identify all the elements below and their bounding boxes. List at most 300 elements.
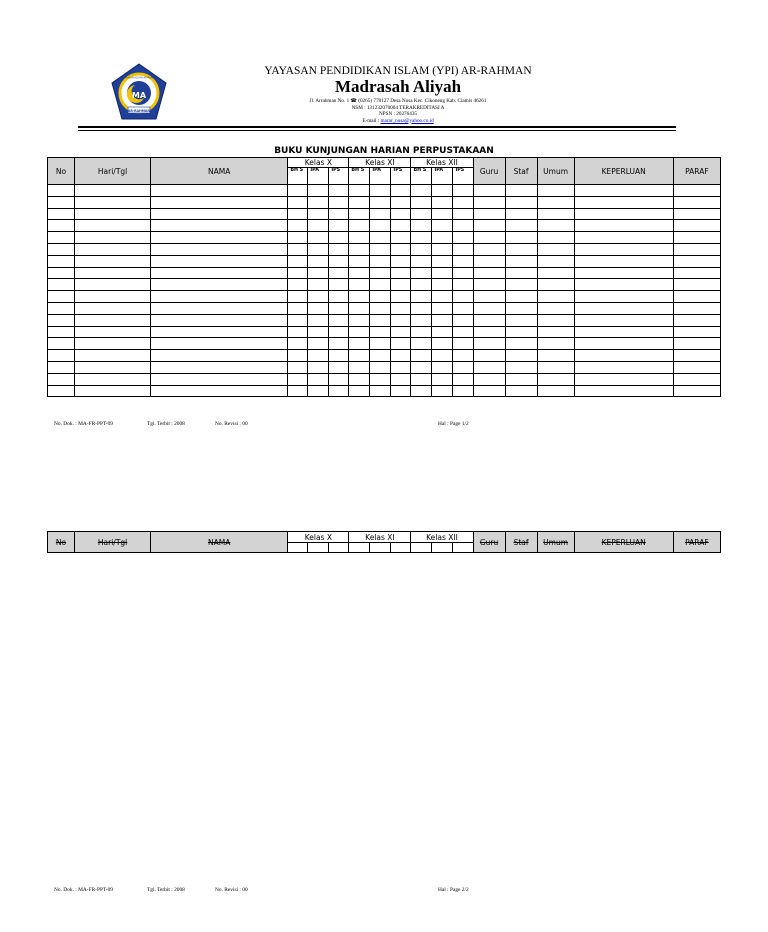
table-cell[interactable] bbox=[48, 267, 75, 279]
table-cell[interactable] bbox=[537, 385, 574, 397]
table-cell[interactable] bbox=[505, 196, 537, 208]
table-cell[interactable] bbox=[308, 243, 329, 255]
table-cell[interactable] bbox=[432, 196, 453, 208]
table-cell[interactable] bbox=[288, 208, 308, 220]
table-cell[interactable] bbox=[574, 185, 673, 197]
table-cell[interactable] bbox=[411, 302, 432, 314]
table-cell[interactable] bbox=[349, 326, 370, 338]
table-cell[interactable] bbox=[370, 291, 391, 303]
table-cell[interactable] bbox=[288, 279, 308, 291]
table-cell[interactable] bbox=[349, 291, 370, 303]
table-cell[interactable] bbox=[432, 279, 453, 291]
table-cell[interactable] bbox=[151, 185, 288, 197]
table-cell[interactable] bbox=[453, 220, 473, 232]
table-cell[interactable] bbox=[288, 232, 308, 244]
table-cell[interactable] bbox=[432, 220, 453, 232]
table-cell[interactable] bbox=[48, 373, 75, 385]
table-cell[interactable] bbox=[574, 373, 673, 385]
table-cell[interactable] bbox=[411, 326, 432, 338]
table-cell[interactable] bbox=[505, 279, 537, 291]
table-cell[interactable] bbox=[329, 302, 349, 314]
table-cell[interactable] bbox=[75, 338, 151, 350]
table-cell[interactable] bbox=[473, 338, 505, 350]
table-cell[interactable] bbox=[453, 302, 473, 314]
table-cell[interactable] bbox=[329, 196, 349, 208]
table-cell[interactable] bbox=[48, 243, 75, 255]
table-cell[interactable] bbox=[151, 232, 288, 244]
table-cell[interactable] bbox=[505, 302, 537, 314]
table-cell[interactable] bbox=[308, 338, 329, 350]
table-cell[interactable] bbox=[432, 232, 453, 244]
table-cell[interactable] bbox=[473, 196, 505, 208]
table-cell[interactable] bbox=[151, 326, 288, 338]
table-cell[interactable] bbox=[75, 208, 151, 220]
table-cell[interactable] bbox=[370, 302, 391, 314]
table-cell[interactable] bbox=[432, 314, 453, 326]
table-cell[interactable] bbox=[537, 314, 574, 326]
table-cell[interactable] bbox=[537, 255, 574, 267]
table-cell[interactable] bbox=[288, 361, 308, 373]
table-cell[interactable] bbox=[432, 255, 453, 267]
table-cell[interactable] bbox=[391, 279, 411, 291]
table-cell[interactable] bbox=[370, 350, 391, 362]
table-cell[interactable] bbox=[453, 196, 473, 208]
table-cell[interactable] bbox=[673, 196, 720, 208]
table-cell[interactable] bbox=[505, 255, 537, 267]
table-cell[interactable] bbox=[151, 302, 288, 314]
table-cell[interactable] bbox=[370, 220, 391, 232]
table-cell[interactable] bbox=[329, 208, 349, 220]
table-cell[interactable] bbox=[505, 208, 537, 220]
table-cell[interactable] bbox=[673, 350, 720, 362]
table-cell[interactable] bbox=[432, 267, 453, 279]
table-cell[interactable] bbox=[574, 232, 673, 244]
table-cell[interactable] bbox=[308, 385, 329, 397]
table-cell[interactable] bbox=[308, 196, 329, 208]
table-cell[interactable] bbox=[370, 373, 391, 385]
table-cell[interactable] bbox=[151, 255, 288, 267]
table-cell[interactable] bbox=[453, 255, 473, 267]
table-cell[interactable] bbox=[673, 232, 720, 244]
table-cell[interactable] bbox=[349, 302, 370, 314]
table-cell[interactable] bbox=[370, 326, 391, 338]
table-cell[interactable] bbox=[391, 361, 411, 373]
table-cell[interactable] bbox=[151, 350, 288, 362]
table-cell[interactable] bbox=[349, 373, 370, 385]
table-cell[interactable] bbox=[370, 279, 391, 291]
table-cell[interactable] bbox=[537, 220, 574, 232]
table-cell[interactable] bbox=[432, 385, 453, 397]
table-cell[interactable] bbox=[391, 326, 411, 338]
table-cell[interactable] bbox=[288, 302, 308, 314]
table-cell[interactable] bbox=[349, 267, 370, 279]
table-cell[interactable] bbox=[308, 373, 329, 385]
table-cell[interactable] bbox=[75, 350, 151, 362]
table-cell[interactable] bbox=[473, 232, 505, 244]
table-cell[interactable] bbox=[473, 255, 505, 267]
table-cell[interactable] bbox=[75, 220, 151, 232]
table-cell[interactable] bbox=[453, 208, 473, 220]
table-cell[interactable] bbox=[537, 208, 574, 220]
table-cell[interactable] bbox=[574, 220, 673, 232]
table-cell[interactable] bbox=[329, 267, 349, 279]
table-cell[interactable] bbox=[574, 291, 673, 303]
table-cell[interactable] bbox=[537, 196, 574, 208]
table-cell[interactable] bbox=[391, 208, 411, 220]
table-cell[interactable] bbox=[329, 338, 349, 350]
table-cell[interactable] bbox=[574, 361, 673, 373]
table-cell[interactable] bbox=[48, 279, 75, 291]
table-cell[interactable] bbox=[391, 302, 411, 314]
table-cell[interactable] bbox=[432, 326, 453, 338]
table-cell[interactable] bbox=[370, 385, 391, 397]
table-cell[interactable] bbox=[537, 338, 574, 350]
table-cell[interactable] bbox=[537, 232, 574, 244]
table-cell[interactable] bbox=[329, 373, 349, 385]
table-cell[interactable] bbox=[673, 385, 720, 397]
table-cell[interactable] bbox=[411, 220, 432, 232]
table-cell[interactable] bbox=[473, 267, 505, 279]
table-cell[interactable] bbox=[370, 232, 391, 244]
table-cell[interactable] bbox=[288, 255, 308, 267]
table-cell[interactable] bbox=[574, 338, 673, 350]
table-cell[interactable] bbox=[473, 314, 505, 326]
table-cell[interactable] bbox=[537, 185, 574, 197]
table-cell[interactable] bbox=[75, 185, 151, 197]
table-cell[interactable] bbox=[673, 185, 720, 197]
subcol-cell[interactable] bbox=[391, 543, 411, 553]
table-cell[interactable] bbox=[411, 338, 432, 350]
subcol-cell[interactable] bbox=[370, 543, 391, 553]
table-cell[interactable] bbox=[48, 385, 75, 397]
table-cell[interactable] bbox=[411, 255, 432, 267]
table-cell[interactable] bbox=[151, 314, 288, 326]
table-cell[interactable] bbox=[288, 185, 308, 197]
table-cell[interactable] bbox=[370, 361, 391, 373]
table-cell[interactable] bbox=[411, 373, 432, 385]
table-cell[interactable] bbox=[288, 326, 308, 338]
table-cell[interactable] bbox=[151, 361, 288, 373]
table-cell[interactable] bbox=[329, 350, 349, 362]
email-link[interactable]: marar_nusa@yahoo.co.id bbox=[380, 117, 434, 124]
table-cell[interactable] bbox=[574, 267, 673, 279]
table-cell[interactable] bbox=[537, 291, 574, 303]
table-cell[interactable] bbox=[505, 243, 537, 255]
table-cell[interactable] bbox=[473, 279, 505, 291]
table-cell[interactable] bbox=[329, 291, 349, 303]
table-cell[interactable] bbox=[673, 208, 720, 220]
table-cell[interactable] bbox=[288, 267, 308, 279]
table-cell[interactable] bbox=[453, 243, 473, 255]
table-cell[interactable] bbox=[151, 243, 288, 255]
table-cell[interactable] bbox=[288, 373, 308, 385]
table-cell[interactable] bbox=[288, 314, 308, 326]
table-cell[interactable] bbox=[473, 243, 505, 255]
table-cell[interactable] bbox=[673, 338, 720, 350]
table-cell[interactable] bbox=[308, 361, 329, 373]
table-cell[interactable] bbox=[75, 243, 151, 255]
table-cell[interactable] bbox=[308, 326, 329, 338]
table-cell[interactable] bbox=[349, 385, 370, 397]
table-cell[interactable] bbox=[151, 208, 288, 220]
table-cell[interactable] bbox=[391, 243, 411, 255]
table-cell[interactable] bbox=[537, 350, 574, 362]
subcol-cell[interactable] bbox=[308, 543, 329, 553]
table-cell[interactable] bbox=[432, 361, 453, 373]
table-cell[interactable] bbox=[48, 196, 75, 208]
table-cell[interactable] bbox=[308, 267, 329, 279]
table-cell[interactable] bbox=[473, 385, 505, 397]
table-cell[interactable] bbox=[432, 291, 453, 303]
table-cell[interactable] bbox=[75, 314, 151, 326]
table-cell[interactable] bbox=[151, 267, 288, 279]
table-cell[interactable] bbox=[673, 243, 720, 255]
subcol-cell[interactable] bbox=[329, 543, 349, 553]
table-cell[interactable] bbox=[391, 196, 411, 208]
table-cell[interactable] bbox=[411, 291, 432, 303]
table-cell[interactable] bbox=[574, 350, 673, 362]
table-cell[interactable] bbox=[473, 361, 505, 373]
table-cell[interactable] bbox=[370, 314, 391, 326]
table-cell[interactable] bbox=[308, 185, 329, 197]
table-cell[interactable] bbox=[75, 232, 151, 244]
table-cell[interactable] bbox=[505, 350, 537, 362]
table-cell[interactable] bbox=[473, 220, 505, 232]
table-cell[interactable] bbox=[411, 314, 432, 326]
table-cell[interactable] bbox=[48, 314, 75, 326]
table-cell[interactable] bbox=[673, 361, 720, 373]
table-cell[interactable] bbox=[411, 385, 432, 397]
table-cell[interactable] bbox=[329, 361, 349, 373]
table-cell[interactable] bbox=[473, 326, 505, 338]
table-cell[interactable] bbox=[453, 232, 473, 244]
table-cell[interactable] bbox=[151, 220, 288, 232]
table-cell[interactable] bbox=[391, 185, 411, 197]
table-cell[interactable] bbox=[453, 185, 473, 197]
table-cell[interactable] bbox=[537, 361, 574, 373]
table-cell[interactable] bbox=[537, 279, 574, 291]
table-cell[interactable] bbox=[349, 243, 370, 255]
table-cell[interactable] bbox=[673, 314, 720, 326]
table-cell[interactable] bbox=[329, 232, 349, 244]
table-cell[interactable] bbox=[48, 220, 75, 232]
table-cell[interactable] bbox=[329, 279, 349, 291]
table-cell[interactable] bbox=[391, 267, 411, 279]
table-cell[interactable] bbox=[308, 291, 329, 303]
table-cell[interactable] bbox=[151, 385, 288, 397]
table-cell[interactable] bbox=[48, 208, 75, 220]
table-cell[interactable] bbox=[308, 208, 329, 220]
table-cell[interactable] bbox=[574, 326, 673, 338]
subcol-cell[interactable] bbox=[432, 543, 453, 553]
table-cell[interactable] bbox=[673, 302, 720, 314]
table-cell[interactable] bbox=[48, 291, 75, 303]
table-cell[interactable] bbox=[574, 302, 673, 314]
table-cell[interactable] bbox=[48, 350, 75, 362]
table-cell[interactable] bbox=[391, 350, 411, 362]
table-cell[interactable] bbox=[673, 373, 720, 385]
table-cell[interactable] bbox=[370, 196, 391, 208]
table-cell[interactable] bbox=[411, 361, 432, 373]
table-cell[interactable] bbox=[505, 373, 537, 385]
table-cell[interactable] bbox=[349, 350, 370, 362]
table-cell[interactable] bbox=[151, 279, 288, 291]
table-cell[interactable] bbox=[288, 291, 308, 303]
table-cell[interactable] bbox=[308, 220, 329, 232]
table-cell[interactable] bbox=[453, 385, 473, 397]
table-cell[interactable] bbox=[370, 185, 391, 197]
table-cell[interactable] bbox=[537, 326, 574, 338]
table-cell[interactable] bbox=[349, 220, 370, 232]
table-cell[interactable] bbox=[391, 291, 411, 303]
table-cell[interactable] bbox=[453, 350, 473, 362]
table-cell[interactable] bbox=[473, 208, 505, 220]
table-cell[interactable] bbox=[308, 350, 329, 362]
table-cell[interactable] bbox=[329, 314, 349, 326]
table-cell[interactable] bbox=[673, 291, 720, 303]
table-cell[interactable] bbox=[75, 291, 151, 303]
table-cell[interactable] bbox=[48, 255, 75, 267]
table-cell[interactable] bbox=[151, 291, 288, 303]
table-cell[interactable] bbox=[505, 361, 537, 373]
table-cell[interactable] bbox=[288, 196, 308, 208]
table-cell[interactable] bbox=[473, 350, 505, 362]
table-cell[interactable] bbox=[574, 255, 673, 267]
table-cell[interactable] bbox=[370, 208, 391, 220]
table-cell[interactable] bbox=[349, 338, 370, 350]
table-cell[interactable] bbox=[329, 220, 349, 232]
table-cell[interactable] bbox=[329, 255, 349, 267]
table-cell[interactable] bbox=[48, 302, 75, 314]
table-cell[interactable] bbox=[349, 232, 370, 244]
table-cell[interactable] bbox=[432, 350, 453, 362]
subcol-cell[interactable] bbox=[288, 543, 308, 553]
table-cell[interactable] bbox=[574, 314, 673, 326]
table-cell[interactable] bbox=[329, 243, 349, 255]
table-cell[interactable] bbox=[48, 185, 75, 197]
table-cell[interactable] bbox=[505, 267, 537, 279]
table-cell[interactable] bbox=[411, 279, 432, 291]
table-cell[interactable] bbox=[673, 220, 720, 232]
table-cell[interactable] bbox=[48, 338, 75, 350]
table-cell[interactable] bbox=[505, 314, 537, 326]
table-cell[interactable] bbox=[673, 267, 720, 279]
table-cell[interactable] bbox=[574, 208, 673, 220]
table-cell[interactable] bbox=[505, 185, 537, 197]
table-cell[interactable] bbox=[453, 291, 473, 303]
table-cell[interactable] bbox=[537, 243, 574, 255]
table-cell[interactable] bbox=[75, 267, 151, 279]
table-cell[interactable] bbox=[432, 185, 453, 197]
table-cell[interactable] bbox=[349, 314, 370, 326]
table-cell[interactable] bbox=[574, 196, 673, 208]
table-cell[interactable] bbox=[673, 326, 720, 338]
table-cell[interactable] bbox=[537, 267, 574, 279]
table-cell[interactable] bbox=[391, 314, 411, 326]
table-cell[interactable] bbox=[505, 338, 537, 350]
table-cell[interactable] bbox=[473, 302, 505, 314]
table-cell[interactable] bbox=[48, 361, 75, 373]
table-cell[interactable] bbox=[349, 255, 370, 267]
table-cell[interactable] bbox=[391, 220, 411, 232]
table-cell[interactable] bbox=[288, 350, 308, 362]
table-cell[interactable] bbox=[432, 338, 453, 350]
table-cell[interactable] bbox=[453, 326, 473, 338]
table-cell[interactable] bbox=[411, 267, 432, 279]
table-cell[interactable] bbox=[574, 243, 673, 255]
table-cell[interactable] bbox=[453, 373, 473, 385]
table-cell[interactable] bbox=[288, 338, 308, 350]
table-cell[interactable] bbox=[505, 385, 537, 397]
table-cell[interactable] bbox=[288, 220, 308, 232]
table-cell[interactable] bbox=[574, 279, 673, 291]
table-cell[interactable] bbox=[75, 255, 151, 267]
table-cell[interactable] bbox=[370, 267, 391, 279]
table-cell[interactable] bbox=[411, 185, 432, 197]
table-cell[interactable] bbox=[391, 338, 411, 350]
table-cell[interactable] bbox=[308, 255, 329, 267]
table-cell[interactable] bbox=[349, 208, 370, 220]
table-cell[interactable] bbox=[329, 326, 349, 338]
table-cell[interactable] bbox=[349, 361, 370, 373]
table-cell[interactable] bbox=[411, 243, 432, 255]
table-cell[interactable] bbox=[391, 232, 411, 244]
table-cell[interactable] bbox=[329, 385, 349, 397]
table-cell[interactable] bbox=[453, 279, 473, 291]
table-cell[interactable] bbox=[329, 185, 349, 197]
table-cell[interactable] bbox=[75, 373, 151, 385]
table-cell[interactable] bbox=[308, 279, 329, 291]
table-cell[interactable] bbox=[453, 314, 473, 326]
table-cell[interactable] bbox=[75, 326, 151, 338]
table-cell[interactable] bbox=[370, 338, 391, 350]
table-cell[interactable] bbox=[391, 255, 411, 267]
table-cell[interactable] bbox=[288, 385, 308, 397]
table-cell[interactable] bbox=[48, 326, 75, 338]
table-cell[interactable] bbox=[411, 350, 432, 362]
table-cell[interactable] bbox=[411, 208, 432, 220]
table-cell[interactable] bbox=[75, 361, 151, 373]
table-cell[interactable] bbox=[151, 338, 288, 350]
table-cell[interactable] bbox=[391, 373, 411, 385]
table-cell[interactable] bbox=[473, 185, 505, 197]
table-cell[interactable] bbox=[432, 373, 453, 385]
table-cell[interactable] bbox=[432, 243, 453, 255]
table-cell[interactable] bbox=[537, 373, 574, 385]
table-cell[interactable] bbox=[673, 255, 720, 267]
table-cell[interactable] bbox=[673, 279, 720, 291]
table-cell[interactable] bbox=[349, 185, 370, 197]
table-cell[interactable] bbox=[75, 279, 151, 291]
subcol-cell[interactable] bbox=[453, 543, 473, 553]
table-cell[interactable] bbox=[151, 196, 288, 208]
table-cell[interactable] bbox=[505, 220, 537, 232]
subcol-cell[interactable] bbox=[411, 543, 432, 553]
table-cell[interactable] bbox=[349, 279, 370, 291]
table-cell[interactable] bbox=[453, 267, 473, 279]
table-cell[interactable] bbox=[308, 302, 329, 314]
table-cell[interactable] bbox=[75, 196, 151, 208]
table-cell[interactable] bbox=[453, 338, 473, 350]
table-cell[interactable] bbox=[574, 385, 673, 397]
table-cell[interactable] bbox=[537, 302, 574, 314]
table-cell[interactable] bbox=[473, 373, 505, 385]
table-cell[interactable] bbox=[453, 361, 473, 373]
table-cell[interactable] bbox=[308, 314, 329, 326]
subcol-cell[interactable] bbox=[349, 543, 370, 553]
table-cell[interactable] bbox=[505, 291, 537, 303]
table-cell[interactable] bbox=[505, 232, 537, 244]
